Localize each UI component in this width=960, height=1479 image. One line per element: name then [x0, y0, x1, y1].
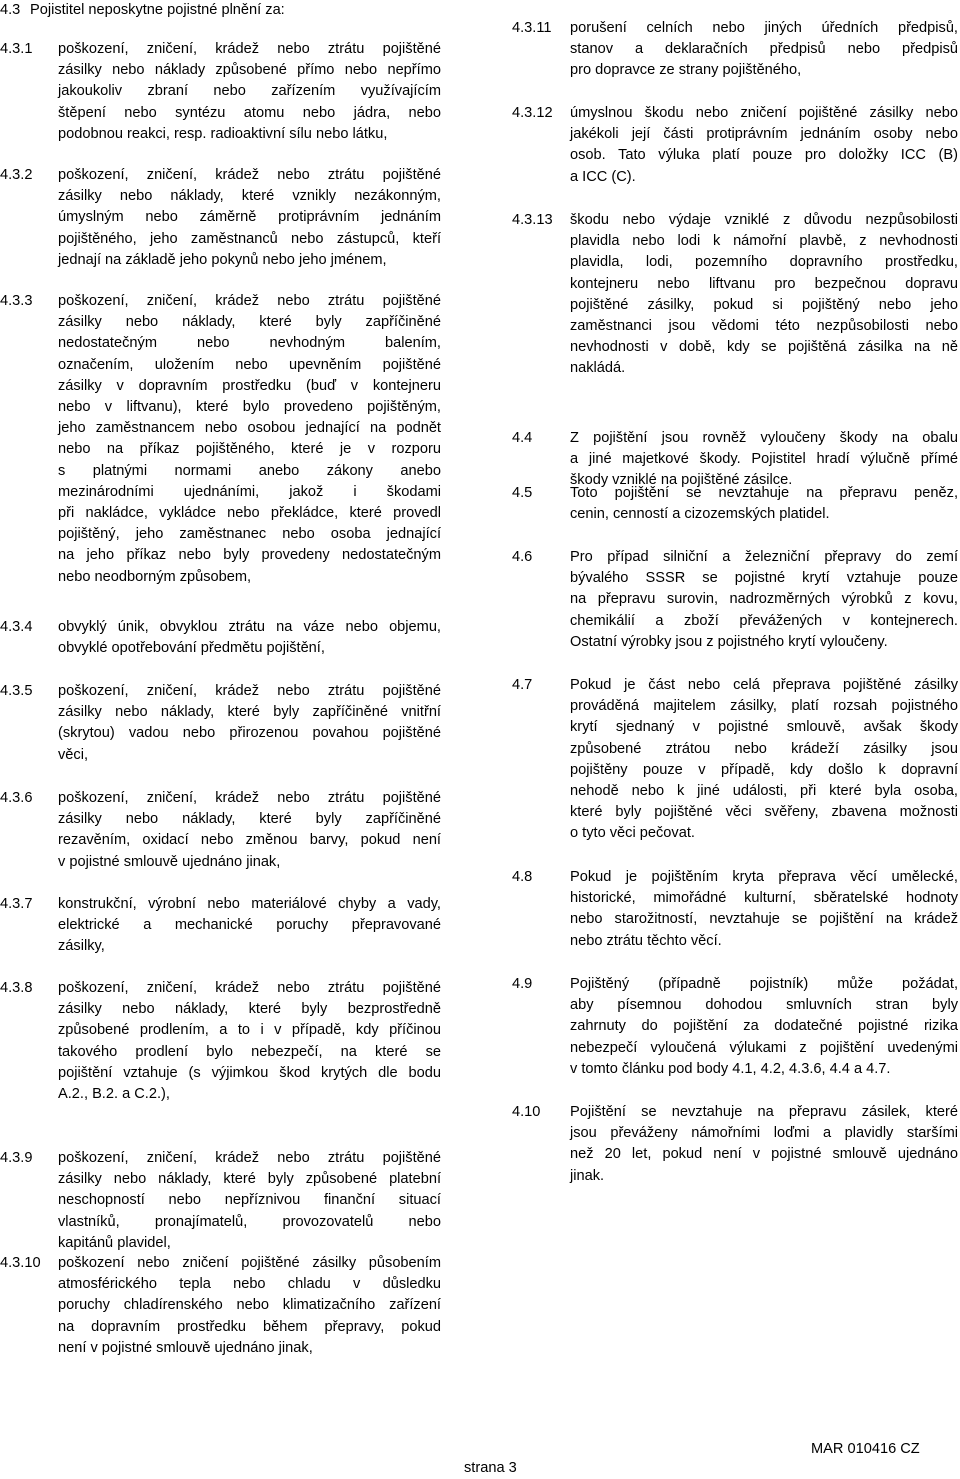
item-text-line: [0, 186, 441, 207]
item-text-line: [0, 830, 441, 851]
item-text-line: [512, 909, 958, 930]
item-text-line: [0, 312, 441, 333]
item-text: v pojistné smlouvě ujednáno jinak,: [58, 854, 281, 870]
item-text-line: [512, 274, 958, 295]
item-text-line: [512, 867, 958, 888]
item-text: podobnou reakci, resp. radioaktivní sílu nebo látku,: [58, 126, 388, 142]
item-text: pojištěný, jeho zaměstnanec nebo osoba jednající: [58, 526, 441, 542]
item-text-line: [0, 894, 441, 915]
item-text-line: [512, 39, 958, 60]
item-text: poruchy chladírenského nebo klimatizačního zařízení: [58, 1297, 441, 1313]
item-text-line: [0, 81, 441, 102]
item-text: Pro případ silniční a železniční přepravy do zemí: [570, 549, 958, 565]
item-text-line: [0, 60, 441, 81]
item-text: Z pojištění jsou rovněž vyloučeny škody na obalu: [570, 430, 958, 446]
item-text-line: [512, 781, 958, 802]
item-text: rezavěním, oxidací nebo změnou barvy, pokud není: [58, 832, 441, 848]
item-text: mezinárodními ujednáními, jakož i škodami: [58, 484, 441, 500]
item-number-label: 4.6: [512, 549, 533, 565]
item-text-line: [0, 1295, 441, 1316]
item-text: obvyklé opotřebování předmětu pojištění,: [58, 640, 325, 656]
item-text: zásilky nebo náklady, které byly zapříčiněné: [58, 811, 441, 827]
item-text-line: [512, 358, 958, 379]
item-text: plavidla nebo lodi k námořní plavbě, z nevhodnosti: [570, 233, 958, 249]
item-text-line: [0, 702, 441, 723]
item-text-line: [512, 611, 958, 632]
item-text-line: [0, 250, 441, 271]
item-text-line: [512, 167, 958, 188]
item-number-label: 4.3.12: [512, 105, 553, 121]
item-text-line: [0, 1169, 441, 1190]
item-text: Ostatní výrobky jsou z pojistného krytí vyloučeny.: [570, 634, 888, 650]
item-text: Pojištění se nevztahuje na přepravu zásilek, které: [570, 1104, 958, 1120]
item-text: (skrytou) vadou nebo přirozenou povahou pojištěné: [58, 725, 441, 741]
item-text-line: [512, 1016, 958, 1037]
item-text: nebezpečí vyloučená výlukami z pojištění uvedenými: [570, 1040, 958, 1056]
item-text-line: [512, 504, 958, 525]
item-text: jakékoli její části protiprávním jednáním osoby nebo: [570, 126, 958, 142]
item-text: prováděná majitelem zásilky, platí rozsah pojistného: [570, 698, 958, 714]
item-text-line: [0, 229, 441, 250]
item-text-line: [512, 1166, 958, 1187]
item-number-label: 4.10: [512, 1104, 541, 1120]
item-text: zásilky,: [58, 938, 105, 954]
item-text-line: [512, 103, 958, 124]
item-text-line: [0, 439, 441, 460]
item-text: nakládá.: [570, 360, 626, 376]
item-text: zaměstnanci jsou vědomi této nezpůsobilosti nebo: [570, 318, 958, 334]
item-text: poškození, zničení, krádež nebo ztrátu pojištěné: [58, 293, 441, 309]
item-text-line: [512, 295, 958, 316]
item-text-line: [512, 483, 958, 504]
item-text-line: [512, 675, 958, 696]
item-text-line: [0, 461, 441, 482]
item-number-label: 4.3.6: [0, 790, 33, 806]
item-text-line: [0, 333, 441, 354]
item-text: atmosférického tepla nebo chladu v důsledku: [58, 1276, 441, 1292]
item-number-label: 4.7: [512, 677, 533, 693]
item-text-line: [0, 124, 441, 145]
item-text-line: [0, 745, 441, 766]
item-text: o tyto věci pečovat.: [570, 825, 695, 841]
document-code: MAR 010416 CZ: [811, 1441, 920, 1457]
item-text: vlastníků, pronajímatelů, provozovatelů nebo: [58, 1214, 441, 1230]
item-text: nebo v liftvanu), které bylo provedeno pojištěným,: [58, 399, 441, 415]
item-text: krytí sjednaný v pojistné smlouvě, avšak škody: [570, 719, 958, 735]
item-text-line: [512, 124, 958, 145]
item-text: škody vzniklé na pojištěné zásilce.: [570, 472, 793, 488]
item-text-line: [0, 723, 441, 744]
item-text: způsobené ztrátou nebo krádeží zásilky jsou: [570, 741, 958, 757]
item-text: úmyslným nebo záměrně protiprávním jednáním: [58, 209, 441, 225]
item-text: a ICC (C).: [570, 169, 636, 185]
item-text-line: [0, 545, 441, 566]
item-text: nebo na příkaz pojištěného, které je v rozporu: [58, 441, 441, 457]
item-text-line: [512, 823, 958, 844]
item-text-line: [512, 60, 958, 81]
item-number-label: 4.4: [512, 430, 533, 446]
item-number-label: 4.5: [512, 485, 533, 501]
item-number-label: 4.3.11: [512, 20, 552, 36]
item-text: historické, mimořádné kulturní, sběratelské hodnoty: [570, 890, 958, 906]
item-text: zásilky nebo náklady, které vznikly nezákonným,: [58, 188, 441, 204]
item-text: jakoukoliv zbraní nebo zařízením využívajícím: [58, 83, 441, 99]
item-text-line: [0, 1020, 441, 1041]
item-text: A.2., B.2. a C.2.),: [58, 1086, 170, 1102]
item-text: nebo neodborným způsobem,: [58, 569, 252, 585]
item-text: zásilky nebo náklady, které byly zapříčiněné: [58, 314, 441, 330]
item-text: zásilky nebo náklady, které byly bezprostředně: [58, 1001, 441, 1017]
item-text: nevhodnosti v době, kdy se pojištěná zásilka na ně: [570, 339, 958, 355]
item-text-line: [512, 428, 958, 449]
item-text-line: [512, 337, 958, 358]
section-heading-number: 4.3: [0, 2, 21, 18]
item-text-line: [512, 145, 958, 166]
item-text: nebo starožitností, nevztahuje se pojištění na krádež: [570, 911, 958, 927]
item-text-line: [0, 681, 441, 702]
item-text: konstrukční, výrobní nebo materiálové chyby a vady,: [58, 896, 441, 912]
item-text: štěpení nebo syntézu atomu nebo jádra, nebo: [58, 105, 441, 121]
item-text: poškození, zničení, krádež nebo ztrátu pojištěné: [58, 1150, 441, 1166]
item-text-line: [0, 788, 441, 809]
item-text: při nakládce, vykládce nebo překládce, které provedl: [58, 505, 441, 521]
item-text: kontejneru nebo liftvanu pro bezpečnou dopravu: [570, 276, 958, 292]
item-text: nedostatečným nebo nevhodným balením,: [58, 335, 441, 351]
item-text: elektrické a mechanické poruchy přepravované: [58, 917, 441, 933]
item-text: poškození, zničení, krádež nebo ztrátu pojištěné: [58, 683, 441, 699]
item-text: nehodě nebo k jiné události, při které byla osoba,: [570, 783, 958, 799]
item-text: Pokud je pojištěním kryta přeprava věcí umělecké,: [570, 869, 958, 885]
item-text: úmyslnou škodu nebo zničení pojištěné zásilky nebo: [570, 105, 958, 121]
item-text: porušení celních nebo jiných úředních předpisů,: [570, 20, 958, 36]
item-text-line: [0, 397, 441, 418]
item-text-line: [512, 252, 958, 273]
item-text-line: [512, 632, 958, 653]
item-text: v tomto článku pod body 4.1, 4.2, 4.3.6, 4.4 a 4.7.: [570, 1061, 891, 1077]
item-text-line: [512, 1123, 958, 1144]
item-text: nebo ztrátu těchto věcí.: [570, 933, 722, 949]
item-number-label: 4.3.1: [0, 41, 33, 57]
item-text-line: [0, 355, 441, 376]
item-text: jednají na základě jeho pokynů nebo jeho jménem,: [58, 252, 387, 268]
item-text: způsobené prodlením, a to i v případě, kdy příčinou: [58, 1022, 441, 1038]
item-text-line: [512, 995, 958, 1016]
item-text: pojištěného, jeho zaměstnanců nebo zástupců, kteří: [58, 231, 441, 247]
item-text: chemikálií a zboží převážených v kontejnerech.: [570, 613, 958, 629]
item-text: zahrnuty do pojištění za dodatečné pojistné rizika: [570, 1018, 958, 1034]
section-heading-text: Pojistitel neposkytne pojistné plnění za:: [30, 2, 285, 18]
item-text-line: [0, 936, 441, 957]
item-text-line: [0, 1253, 441, 1274]
item-text-line: [0, 503, 441, 524]
item-text: takového prodlení bylo nebezpečí, na které se: [58, 1044, 441, 1060]
item-text: a jiné majetkové škody. Pojistitel hradí výlučně přímé: [570, 451, 958, 467]
item-text-line: [0, 852, 441, 873]
item-text-line: [0, 103, 441, 124]
item-text-line: [512, 316, 958, 337]
item-text: pojištěny pouze v případě, kdy došlo k dopravní: [570, 762, 958, 778]
page-number: strana 3: [464, 1460, 517, 1476]
item-text: cenin, cenností a cizozemských platidel.: [570, 506, 830, 522]
item-text-line: [0, 1338, 441, 1359]
item-text-line: [512, 210, 958, 231]
item-text: aby písemnou dohodou smluvních stran byly: [570, 997, 958, 1013]
item-text-line: [0, 617, 441, 638]
item-text-line: [512, 717, 958, 738]
item-text-line: [512, 18, 958, 39]
item-text-line: [0, 39, 441, 60]
item-text-line: [0, 1233, 441, 1254]
item-text-line: [512, 449, 958, 470]
item-text: neschopností nebo nepříznivou finanční situací: [58, 1192, 441, 1208]
item-text-line: [512, 739, 958, 760]
item-text-line: [0, 207, 441, 228]
item-text-line: [0, 1317, 441, 1338]
item-text: pojištěné zásilky, pokud si pojištěný nebo jeho: [570, 297, 958, 313]
item-text-line: [0, 1063, 441, 1084]
item-text: plavidla, lodi, pozemního dopravního prostředku,: [570, 254, 958, 270]
item-number-label: 4.3.9: [0, 1150, 33, 1166]
item-text: jsou převáženy námořními loďmi a plavidly staršími: [570, 1125, 958, 1141]
item-number-label: 4.3.2: [0, 167, 33, 183]
item-number-label: 4.3.3: [0, 293, 33, 309]
item-text-line: [512, 231, 958, 252]
item-text-line: [0, 638, 441, 659]
item-text-line: [0, 1148, 441, 1169]
item-text-line: [0, 809, 441, 830]
item-text-line: [0, 1042, 441, 1063]
item-text: poškození nebo zničení pojištěné zásilky působením: [58, 1255, 441, 1271]
item-text-line: [0, 418, 441, 439]
item-text-line: [512, 888, 958, 909]
item-text: poškození, zničení, krádež nebo ztrátu pojištěné: [58, 41, 441, 57]
item-text: Pojištěný (případně pojistník) může požádat,: [570, 976, 958, 992]
item-text-line: [512, 1102, 958, 1123]
item-text-line: [0, 1190, 441, 1211]
item-number-label: 4.3.5: [0, 683, 33, 699]
item-text: poškození, zničení, krádež nebo ztrátu pojištěné: [58, 980, 441, 996]
item-text: na jeho příkaz nebo byly provedeny nedostatečným: [58, 547, 441, 563]
item-number-label: 4.8: [512, 869, 533, 885]
item-text: pojištění vztahuje (s výjimkou škod krytých dle bodu: [58, 1065, 441, 1081]
item-text-line: [512, 802, 958, 823]
item-text: zásilky v dopravním prostředku (buď v kontejneru: [58, 378, 441, 394]
item-text: stanov a deklaračních předpisů nebo předpisů: [570, 41, 958, 57]
item-text-line: [0, 376, 441, 397]
item-text-line: [512, 1144, 958, 1165]
item-text: jeho zaměstnancem nebo osobou jednající na podnět: [58, 420, 441, 436]
item-number-label: 4.3.13: [512, 212, 553, 228]
item-text: není v pojistné smlouvě ujednáno jinak,: [58, 1340, 313, 1356]
item-text-line: [0, 567, 441, 588]
item-text: pro dopravce ze strany pojištěného,: [570, 62, 802, 78]
item-text-line: [512, 760, 958, 781]
item-text-line: [0, 1084, 441, 1105]
item-text: Pokud je část nebo celá přeprava pojištěné zásilky: [570, 677, 958, 693]
item-text-line: [0, 291, 441, 312]
item-text: než 20 let, pokud není v pojistné smlouvě ujednáno: [570, 1146, 958, 1162]
item-text: které byly pojištěné věci svěřeny, zbavena možnosti: [570, 804, 958, 820]
item-text: bývalého SSSR se pojistné krytí vztahuje pouze: [570, 570, 958, 586]
item-text: označením, uložením nebo upevněním pojištěné: [58, 357, 441, 373]
item-text-line: [0, 1274, 441, 1295]
item-text: jinak.: [570, 1168, 605, 1184]
item-text-line: [512, 696, 958, 717]
section-heading: [0, 0, 441, 21]
item-text: obvyklý únik, obvyklou ztrátu na váze nebo objemu,: [58, 619, 441, 635]
item-text-line: [0, 999, 441, 1020]
item-text: osob. Tato výluka platí pouze pro doložky ICC (B): [570, 147, 958, 163]
item-text: na dopravním prostředku během přepravy, pokud: [58, 1319, 441, 1335]
item-text: zásilky nebo náklady, které byly zapříčiněné vnitřní: [58, 704, 441, 720]
item-text: Toto pojištění se nevztahuje na přepravu peněz,: [570, 485, 958, 501]
item-text-line: [512, 589, 958, 610]
item-number-label: 4.9: [512, 976, 533, 992]
item-text: zásilky nebo náklady, které byly způsobené platební: [58, 1171, 441, 1187]
item-text-line: [0, 524, 441, 545]
item-number-label: 4.3.8: [0, 980, 33, 996]
item-text-line: [0, 1212, 441, 1233]
item-text: poškození, zničení, krádež nebo ztrátu pojištěné: [58, 790, 441, 806]
item-text-line: [512, 1038, 958, 1059]
item-text: věci,: [58, 747, 89, 763]
item-text-line: [512, 931, 958, 952]
item-text-line: [0, 915, 441, 936]
item-text-line: [0, 165, 441, 186]
item-text-line: [512, 974, 958, 995]
item-text: kapitánů plavidel,: [58, 1235, 171, 1251]
item-text-line: [0, 978, 441, 999]
item-text: škodu nebo výdaje vzniklé z důvodu nezpůsobilosti: [570, 212, 958, 228]
item-text-line: [512, 547, 958, 568]
item-number-label: 4.3.10: [0, 1255, 41, 1271]
item-text-line: [512, 1059, 958, 1080]
item-text: s platnými normami anebo zákony anebo: [58, 463, 441, 479]
item-number-label: 4.3.7: [0, 896, 33, 912]
item-text: na přepravu surovin, nadrozměrných výrobků z kovu,: [570, 591, 958, 607]
item-text-line: [0, 482, 441, 503]
item-text: poškození, zničení, krádež nebo ztrátu pojištěné: [58, 167, 441, 183]
item-text: zásilky nebo náklady způsobené přímo nebo nepřímo: [58, 62, 441, 78]
item-number-label: 4.3.4: [0, 619, 33, 635]
item-text-line: [512, 568, 958, 589]
